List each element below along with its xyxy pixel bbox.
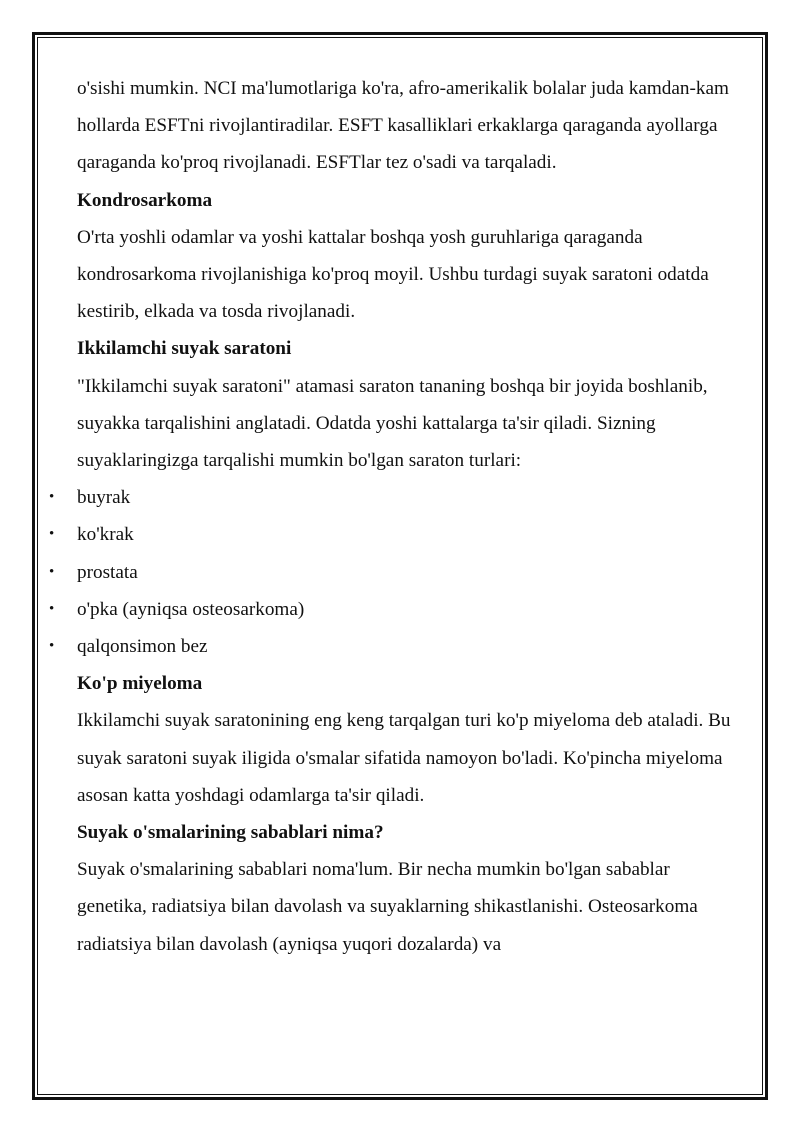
list-item-text: buyrak <box>77 487 131 509</box>
bullet-icon: • <box>49 638 55 655</box>
bullet-icon: • <box>49 563 55 580</box>
list-item <box>49 554 737 591</box>
list-item-text: prostata <box>77 561 138 583</box>
heading-suyak-osmalari-sabablari: Suyak o'smalarining sabablari nima? <box>77 822 384 844</box>
bullet-icon: • <box>49 600 55 617</box>
heading-kop-miyeloma: Ko'p miyeloma <box>77 673 203 695</box>
cancer-types-list <box>49 479 737 665</box>
list-item <box>49 591 737 628</box>
paragraph-esft-continued: o'sishi mumkin. NCI ma'lumotlariga ko'ra, afro-amerikalik bolalar juda kamdan-kam hollarda ESFTni rivojlantiradilar. ESFT kasalliklari erkaklarga qaraganda ayollarga qaraganda ko'proq rivojlanadi. ESFTlar tez o'sadi va tarqaladi. <box>77 78 729 174</box>
paragraph-suyak-osmalari-sabablari: Suyak o'smalarining sabablari noma'lum. Bir necha mumkin bo'lgan sabablar genetika, radiatsiya bilan davolash va suyaklarning shikastlanishi. Osteosarkoma radiatsiya bilan davolash (ayniqsa yuqori dozalarda) va <box>77 859 698 955</box>
list-item <box>49 479 737 516</box>
bullet-icon: • <box>49 489 55 506</box>
bullet-icon: • <box>49 526 55 543</box>
paragraph-ikkilamchi-suyak-saratoni: "Ikkilamchi suyak saratoni" atamasi saraton tananing boshqa bir joyida boshlanib, suyakka tarqalishini anglatadi. Odatda yoshi kattalarga ta'sir qiladi. Sizning suyaklaringizga tarqalishi mumkin bo'lgan saraton turlari: <box>77 375 708 472</box>
document-body <box>49 70 737 963</box>
heading-ikkilamchi-suyak-saratoni: Ikkilamchi suyak saratoni <box>77 338 292 360</box>
list-item-text: o'pka (ayniqsa osteosarkoma) <box>77 598 305 620</box>
list-item <box>49 628 737 665</box>
paragraph-kondrosarkoma: O'rta yoshli odamlar va yoshi kattalar boshqa yosh guruhlariga qaraganda kondrosarkoma rivojlanishiga ko'proq moyil. Ushbu turdagi suyak saratoni odatda kestirib, elkada va tosda rivojlanadi. <box>77 226 709 323</box>
heading-kondrosarkoma: Kondrosarkoma <box>77 189 213 211</box>
list-item <box>49 516 737 553</box>
list-item-text: ko'krak <box>77 524 134 546</box>
paragraph-kop-miyeloma: Ikkilamchi suyak saratonining eng keng tarqalgan turi ko'p miyeloma deb ataladi. Bu suyak saratoni suyak iligida o'smalar sifatida namoyon bo'ladi. Ko'pincha miyeloma asosan katta yoshdagi odamlarga ta'sir qiladi. <box>77 710 731 806</box>
list-item-text: qalqonsimon bez <box>77 636 208 658</box>
